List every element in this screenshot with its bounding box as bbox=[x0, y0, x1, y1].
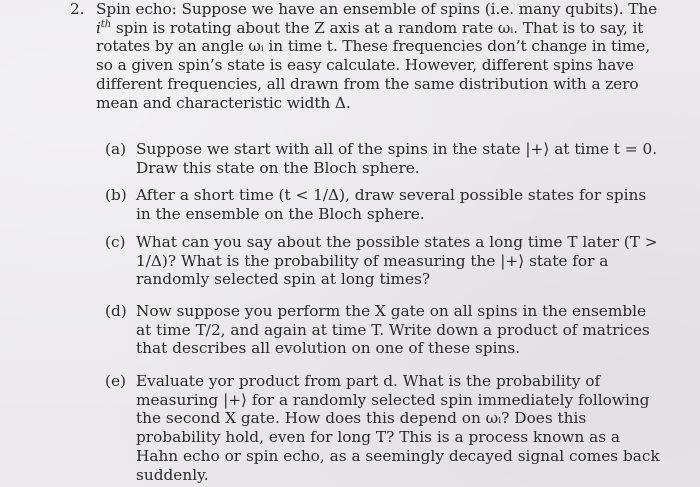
part-e bbox=[105, 372, 660, 484]
part-c bbox=[105, 233, 660, 289]
part-c-text: What can you say about the possible states a long time T later (T > 1/Δ)? What is the probability of measuring the |+⟩ state for a randomly selected spin at long times? bbox=[136, 233, 658, 289]
problem-intro bbox=[70, 0, 660, 112]
intro-text-rest: spin is rotating about the Z axis at a random rate ωᵢ. That is to say, it rotates by an angle ωᵢ in time t. These frequencies don’t change in time, so a given spin’s state is easy calculate. However, different spins have different frequencies, all drawn from the same distribution with a zero mean and characteristic width Δ. bbox=[96, 18, 651, 112]
part-a bbox=[105, 140, 660, 177]
problem-number: 2. bbox=[70, 0, 85, 18]
part-b-text: After a short time (t < 1/Δ), draw several possible states for spins in the ensemble on the Bloch sphere. bbox=[136, 186, 647, 223]
part-a-label: (a) bbox=[105, 140, 127, 158]
part-e-label: (e) bbox=[105, 372, 126, 390]
problem-statement bbox=[70, 0, 660, 112]
part-c-label: (c) bbox=[105, 233, 126, 251]
intro-text-start: Spin echo: Suppose we have an ensemble of spins (i.e. many qubits). The bbox=[96, 0, 658, 18]
part-d-label: (d) bbox=[105, 302, 127, 320]
intro-superscript-th: th bbox=[100, 18, 112, 30]
part-b-label: (b) bbox=[105, 186, 127, 204]
part-e-text: Evaluate yor product from part d. What is the probability of measuring |+⟩ for a randomly selected spin immediately following the second X gate. How does this depend on ωᵢ? Does this probability hold, even for long T? This is a process known as a Hahn echo or spin echo, as a seemingly decayed signal comes back suddenly. bbox=[136, 372, 660, 484]
part-d bbox=[105, 302, 660, 358]
part-b bbox=[105, 186, 660, 223]
intro-index-i: i bbox=[96, 18, 101, 37]
part-d-text: Now suppose you perform the X gate on all spins in the ensemble at time T/2, and again at time T. Write down a product of matrices that describes all evolution on one of these spins. bbox=[136, 302, 650, 358]
part-a-text: Suppose we start with all of the spins in the state |+⟩ at time t = 0. Draw this state on the Bloch sphere. bbox=[136, 140, 658, 177]
